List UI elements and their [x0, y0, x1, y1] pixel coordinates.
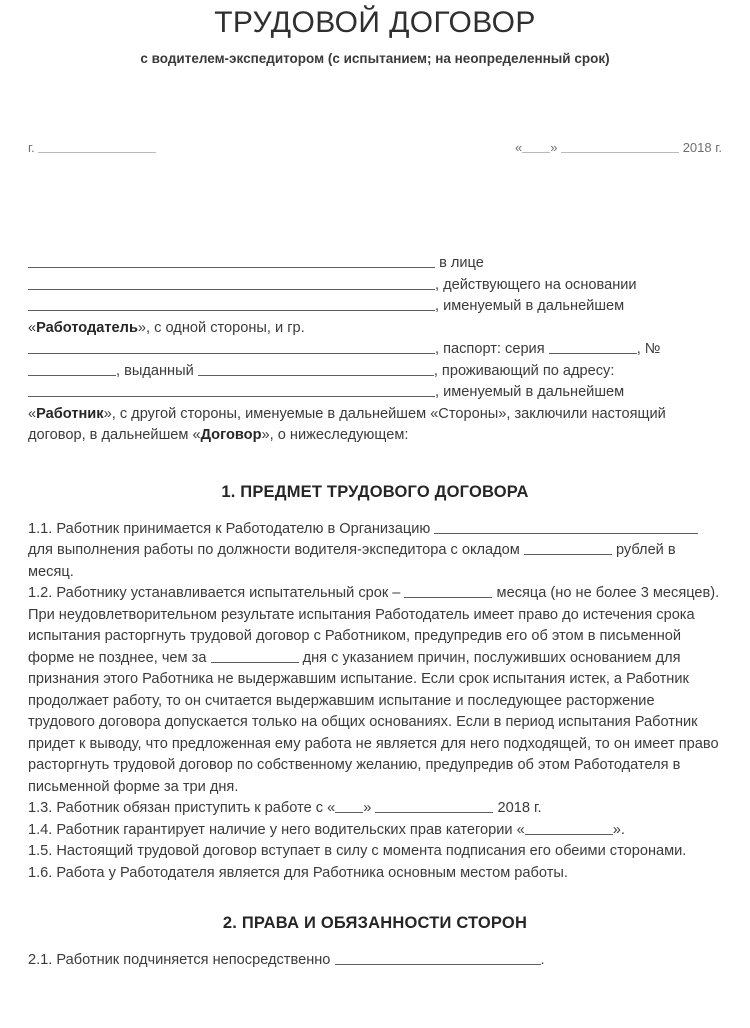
parties-line1-tail: в лице [439, 255, 484, 271]
city-field [28, 139, 156, 155]
parties-issued-label: , выданный [116, 362, 194, 379]
clause-1-6: 1.6. Работа у Работодателя является для Работника основным местом работы. [28, 864, 568, 881]
date-field [515, 139, 722, 155]
date-quote-close: » [550, 140, 558, 155]
clause-1-1-text-c: рублей в месяц. [28, 542, 676, 580]
employer-quote-open: « [28, 319, 37, 336]
parties-line8-tail: , о нижеследующем: [269, 427, 409, 443]
parties-passport-label: , паспорт: серия [435, 341, 545, 357]
clause-1-1-text-a: 1.1. Работник принимается к Работодателю в Организацию [28, 520, 431, 537]
employer-basis-blank[interactable] [28, 297, 435, 311]
license-category-blank[interactable] [525, 821, 613, 835]
document-subtitle: с водителем-экспедитором (с испытанием; на неопределенный срок) [140, 51, 610, 66]
notice-days-blank[interactable] [211, 649, 299, 663]
worker-name-blank[interactable] [28, 340, 435, 354]
clause-1-2-text-b: месяца (но не более 3 месяцев). При неудовлетворительном результате испытания Работодатель имеет право до истечения срока испытания расторгнуть трудовой договор с Работником, предупредив его об этом в письменной форме не позднее, чем за [28, 585, 720, 666]
parties-line2-tail: , действующего на основании [435, 276, 637, 293]
section-heading-1: 1. ПРЕДМЕТ ТРУДОВОГО ДОГОВОРА [221, 482, 529, 501]
employer-name-blank[interactable] [28, 254, 435, 268]
employer-representative-blank[interactable] [28, 276, 435, 290]
clause-1-2-text-a: 1.2. Работнику устанавливается испытательный срок – [28, 585, 401, 601]
passport-issued-by-blank[interactable] [198, 362, 434, 376]
date-quote-open: « [514, 140, 523, 155]
clause-1-5: 1.5. Настоящий трудовой договор вступает в силу с момента подписания его обеими сторонами. [28, 843, 687, 859]
passport-number-blank[interactable] [28, 362, 116, 376]
document-body [0, 253, 750, 972]
day-blank[interactable] [522, 139, 550, 153]
salary-blank[interactable] [524, 541, 612, 555]
clause-1-4-text-a: 1.4. Работник гарантирует наличие у него водительских прав категории « [28, 821, 525, 838]
date-year: 2018 г. [682, 140, 722, 155]
clause-1-2-text-c: дня с указанием причин, послуживших основанием для признания этого Работника не выдержавшим испытание. Если срок испытания истек, а Работник продолжает работу, то он считается выдержавшим испытание и последующее расторжение трудового договора допускается только на общих основаниях. Если в период испытания Работник придет к выводу, что предложенная ему работа не является для него подходящей, то он имеет право расторгнуть трудовой договор по собственному желанию, предупредив об этом Работодателя в письменной форме за три дня. [28, 649, 719, 795]
employer-quote-close: » [137, 319, 147, 336]
probation-months-blank[interactable] [404, 584, 492, 598]
direct-supervisor-blank[interactable] [335, 951, 541, 965]
worker-term: Работник [36, 405, 104, 422]
organization-blank[interactable] [434, 520, 698, 534]
clause-1-3-text-c: 2018 г. [497, 800, 542, 816]
parties-line4-tail: , с одной стороны, и гр. [146, 319, 305, 336]
parties-line8-mid: , с другой стороны, именуемые в дальнейшем «Стороны», заключили настоящий договор, в дальнейшем [28, 405, 666, 443]
worker-quote-open: « [28, 405, 37, 422]
passport-series-blank[interactable] [549, 340, 637, 354]
clause-2-1 [28, 950, 722, 972]
contract-term: Договор [200, 427, 262, 443]
parties-passport-number-label: , № [636, 341, 661, 357]
parties-line7-tail: , именуемый в дальнейшем [435, 384, 625, 400]
city-and-date-row [0, 139, 750, 161]
month-blank[interactable] [561, 139, 679, 153]
city-label: г. [28, 140, 35, 155]
employer-term: Работодатель [36, 319, 138, 336]
worker-address-blank[interactable] [28, 383, 435, 397]
parties-address-label: , проживающий по адресу: [433, 362, 615, 379]
clause-1-4 [28, 820, 722, 842]
clause-2-1-text-b: . [540, 952, 545, 968]
parties-preamble: в лице , действующего на основании , именуемый в дальнейшем «Работодатель», с одной стороны, и гр. , паспорт: серия , № , выданный , проживающий по адресу: , именуемый в дальнейшем «Работник», с другой стороны, именуемые в дальнейшем «Стороны», заключили настоящий договор, в дальнейшем «Договор», о нижеследующем: [28, 255, 666, 443]
start-day-blank[interactable] [335, 799, 363, 813]
worker-quote-close: » [103, 405, 112, 422]
start-month-blank[interactable] [375, 799, 493, 813]
clause-1-3-text-a: 1.3. Работник обязан приступить к работе с « [28, 800, 336, 816]
section-heading-2: 2. ПРАВА И ОБЯЗАННОСТИ СТОРОН [222, 914, 528, 932]
clause-1-1-text-b: для выполнения работы по должности водителя-экспедитора с окладом [28, 542, 520, 558]
parties-line3-tail: , именуемый в дальнейшем [435, 298, 625, 314]
clause-1-4-text-b: ». [612, 821, 625, 838]
city-blank[interactable] [38, 139, 156, 153]
clause-1-2 [28, 583, 722, 798]
clause-1-3 [28, 798, 722, 820]
clause-1-3-text-b: » [363, 800, 372, 816]
clause-1-1 [28, 519, 722, 584]
page-title: ТРУДОВОЙ ДОГОВОР [214, 6, 536, 39]
clause-2-1-text-a: 2.1. Работник подчиняется непосредственно [28, 952, 331, 968]
